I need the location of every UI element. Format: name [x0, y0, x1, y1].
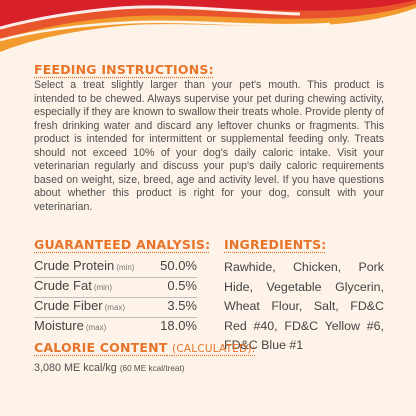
analysis-value: 18.0%	[160, 318, 197, 333]
feeding-instructions-text: Select a treat slightly larger than your pet's mouth. This product is intended to be chewed. Always supervise your pet during chewing activity, especially if they are known to swallow their treats whole. Provide plenty of fresh drinking water and discard any leftover chunks or fragments. This product is intended for intermittent or supplemental feeding only. Treats should not exceed 10% of your dog's daily caloric intake. Visit your veterinarian regularly and discuss your pup's daily caloric requirements based on weight, size, breed, age and activity level. If you have questions about whether this product is right for your dog, consult with your veterinarian.	[34, 79, 384, 213]
analysis-table	[34, 258, 197, 337]
analysis-row	[34, 298, 197, 318]
ingredients-heading: INGREDIENTS:	[224, 237, 327, 252]
analysis-qualifier: (min)	[93, 283, 113, 292]
analysis-row	[34, 258, 197, 278]
analysis-label: Crude Fiber	[34, 298, 103, 313]
calorie-value-per-treat: (60 ME kcal/treat)	[119, 364, 185, 373]
analysis-label: Crude Protein	[34, 258, 115, 273]
feeding-instructions-heading: FEEDING INSTRUCTIONS:	[34, 62, 214, 77]
analysis-qualifier: (max)	[85, 323, 107, 332]
calorie-heading-main: CALORIE CONTENT	[34, 340, 168, 355]
guaranteed-analysis-section	[34, 237, 211, 337]
analysis-qualifier: (max)	[104, 303, 126, 312]
analysis-label: Moisture	[34, 318, 84, 333]
calorie-value-main: 3,080 ME kcal/kg	[34, 362, 117, 374]
ingredients-text: Rawhide, Chicken, Pork Hide, Vegetable Glycerin, Wheat Flour, Salt, FD&C Red #40, FD&C Yellow #6, FD&C Blue #1	[224, 260, 384, 352]
ingredients-section	[224, 237, 384, 356]
calorie-content-heading	[34, 340, 255, 355]
analysis-value: 3.5%	[167, 298, 197, 313]
calorie-content-value	[34, 362, 184, 374]
calorie-heading-sub: (CALCULATED):	[172, 343, 256, 355]
analysis-value: 50.0%	[160, 258, 197, 273]
analysis-qualifier: (min)	[116, 263, 135, 272]
decorative-swoosh-banner	[0, 0, 416, 70]
analysis-row	[34, 278, 197, 298]
guaranteed-analysis-heading: GUARANTEED ANALYSIS:	[34, 237, 211, 252]
analysis-label: Crude Fat	[34, 278, 92, 293]
feeding-instructions-section	[34, 62, 384, 214]
analysis-value: 0.5%	[167, 278, 197, 293]
analysis-row	[34, 318, 197, 337]
